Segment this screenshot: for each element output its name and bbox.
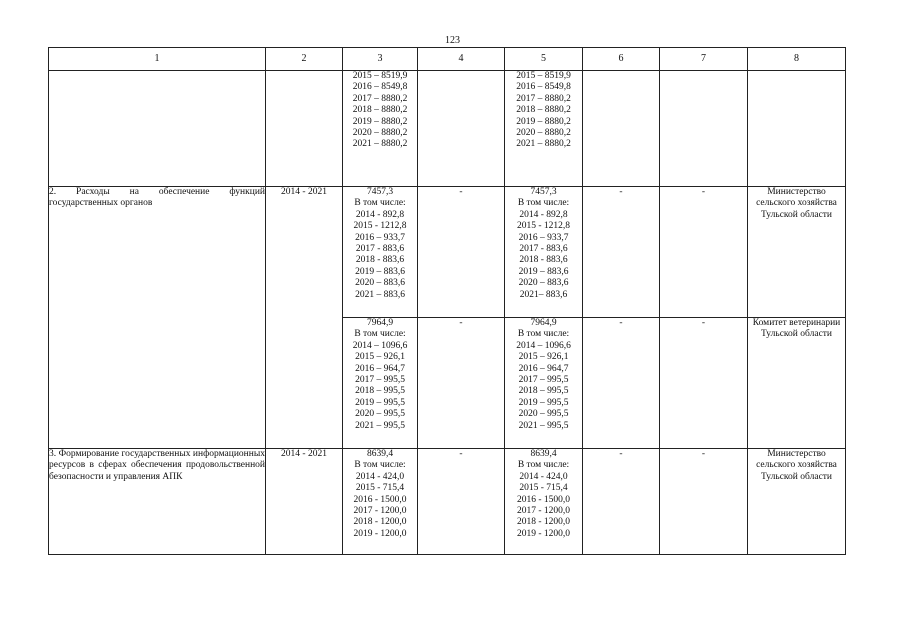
amount-line: В том числе: xyxy=(354,198,406,209)
federal-budget-cell xyxy=(418,71,505,187)
executor-cell: Комитет ветеринарии Тульской области xyxy=(748,318,846,449)
funding-total-cell xyxy=(343,449,418,555)
executor-cell: Министерство сельского хозяйства Тульской области xyxy=(748,187,846,318)
funding-total-cell xyxy=(343,71,418,187)
amount-line: 2016 - 1500,0 xyxy=(353,494,407,505)
amount-line: 2019 – 8880,2 xyxy=(516,116,571,127)
amount-line: 2021– 883,6 xyxy=(519,289,568,300)
amount-line: 2016 – 933,7 xyxy=(355,232,405,243)
amount-line: 2020 – 8880,2 xyxy=(352,128,408,139)
table-row xyxy=(49,187,846,318)
federal-budget-cell: - xyxy=(418,318,505,449)
amount-line: 2018 – 995,5 xyxy=(518,386,569,397)
amount-line: В том числе: xyxy=(354,329,406,340)
header-col-4: 4 xyxy=(418,48,505,71)
amount-line: 2015 - 1212,8 xyxy=(353,221,407,232)
amount-line: 2017 - 883,6 xyxy=(519,244,568,255)
amount-line: 2017 - 1200,0 xyxy=(353,506,407,517)
amount-line: 2018 – 8880,2 xyxy=(516,105,571,116)
amount-line: 2015 - 715,4 xyxy=(519,483,568,494)
amount-line: 7457,3 xyxy=(530,187,557,197)
amount-line: 2018 - 883,6 xyxy=(519,255,568,266)
amount-line: 2019 – 995,5 xyxy=(518,397,569,408)
amount-line: 2021 – 8880,2 xyxy=(352,139,408,150)
amount-line: В том числе: xyxy=(517,460,570,471)
amount-line: 2019 – 995,5 xyxy=(355,397,405,408)
measure-name-cell: 3. Формирование государственных информационных ресурсов в сферах обеспечения продовольственной безопасности и управления АПК xyxy=(49,449,266,555)
executor-cell xyxy=(748,71,846,187)
amount-line: 2016 – 964,7 xyxy=(518,363,569,374)
header-col-3: 3 xyxy=(343,48,418,71)
amount-line: 2016 – 964,7 xyxy=(355,363,405,374)
amount-line: 2019 – 883,6 xyxy=(355,266,405,277)
amount-line: 2015 – 8519,9 xyxy=(352,71,408,81)
header-col-5: 5 xyxy=(505,48,583,71)
amount-line: 2017 - 883,6 xyxy=(355,244,405,255)
page-number: 123 xyxy=(445,35,460,46)
table-row xyxy=(49,449,846,555)
amount-line: 2016 – 8549,8 xyxy=(516,82,571,93)
amount-line: 2020 – 995,5 xyxy=(355,409,405,420)
amount-line: 2016 – 8549,8 xyxy=(352,82,408,93)
header-col-8: 8 xyxy=(748,48,846,71)
amount-line: 2017 - 1200,0 xyxy=(516,506,571,517)
amount-line: 2014 - 892,8 xyxy=(519,209,568,220)
regional-budget-cell xyxy=(505,187,583,318)
extrabudgetary-cell xyxy=(660,71,748,187)
extrabudgetary-cell: - xyxy=(660,449,748,555)
header-col-6: 6 xyxy=(583,48,660,71)
header-col-7: 7 xyxy=(660,48,748,71)
amount-line: 2017 – 995,5 xyxy=(518,375,569,386)
amount-line: 2017 – 8880,2 xyxy=(352,93,408,104)
amount-line: В том числе: xyxy=(517,329,570,340)
funding-total-cell xyxy=(343,318,418,449)
amount-line: 2020 – 995,5 xyxy=(518,409,569,420)
budget-table xyxy=(48,47,846,555)
amount-line: 2014 – 1096,6 xyxy=(516,340,571,351)
amount-line: 2021 – 8880,2 xyxy=(516,139,571,150)
amount-line: 2016 - 1500,0 xyxy=(516,494,571,505)
period-cell xyxy=(266,71,343,187)
amount-line: 2018 – 8880,2 xyxy=(352,105,408,116)
period-cell: 2014 - 2021 xyxy=(266,449,343,555)
amount-line: 8639,4 xyxy=(366,449,394,459)
amount-line: 7964,9 xyxy=(366,318,394,328)
amount-line: 2014 - 892,8 xyxy=(355,209,405,220)
amount-line: В том числе: xyxy=(517,198,570,209)
amount-line: 2021 – 883,6 xyxy=(355,289,405,300)
amount-line: В том числе: xyxy=(354,460,406,471)
amount-line: 2021 – 995,5 xyxy=(355,420,405,431)
amount-line: 2020 – 8880,2 xyxy=(516,128,571,139)
amount-line: 2018 - 1200,0 xyxy=(516,517,571,528)
amount-line: 2018 - 883,6 xyxy=(355,255,405,266)
extrabudgetary-cell: - xyxy=(660,318,748,449)
amount-line: 2015 - 715,4 xyxy=(355,483,405,494)
amount-line: 2017 – 995,5 xyxy=(355,375,405,386)
amount-line: 2020 – 883,6 xyxy=(518,278,569,289)
header-col-1: 1 xyxy=(49,48,266,71)
amount-line: 2015 – 926,1 xyxy=(518,352,569,363)
amount-line: 2019 - 1200,0 xyxy=(516,528,571,539)
amount-line: 2018 – 995,5 xyxy=(355,386,405,397)
local-budget-cell: - xyxy=(583,318,660,449)
extrabudgetary-cell: - xyxy=(660,187,748,318)
amount-line: 2014 - 424,0 xyxy=(355,471,405,482)
amount-line: 2016 – 933,7 xyxy=(518,232,569,243)
amount-line: 2018 - 1200,0 xyxy=(353,517,407,528)
regional-budget-cell xyxy=(505,71,583,187)
amount-line: 7457,3 xyxy=(366,187,394,197)
amount-line: 2015 – 8519,9 xyxy=(516,71,571,81)
regional-budget-cell xyxy=(505,318,583,449)
measure-name-cell xyxy=(49,71,266,187)
header-row xyxy=(49,48,846,71)
header-col-2: 2 xyxy=(266,48,343,71)
amount-line: 7964,9 xyxy=(530,318,557,328)
funding-total-cell xyxy=(343,187,418,318)
amount-line: 2019 – 883,6 xyxy=(518,266,569,277)
federal-budget-cell: - xyxy=(418,449,505,555)
amount-line: 2019 - 1200,0 xyxy=(353,528,407,539)
amount-line: 2019 – 8880,2 xyxy=(352,116,408,127)
amount-line: 2017 – 8880,2 xyxy=(516,93,571,104)
federal-budget-cell: - xyxy=(418,187,505,318)
measure-name-cell: 2. Расходы на обеспечение функций государственных органов xyxy=(49,187,266,449)
amount-line: 2020 – 883,6 xyxy=(355,278,405,289)
amount-line: 2015 – 926,1 xyxy=(355,352,405,363)
amount-line: 2015 - 1212,8 xyxy=(516,221,571,232)
amount-line: 2014 – 1096,6 xyxy=(352,340,408,351)
table-row xyxy=(49,71,846,187)
amount-line: 8639,4 xyxy=(530,449,557,459)
period-cell: 2014 - 2021 xyxy=(266,187,343,449)
amount-line: 2014 - 424,0 xyxy=(519,471,568,482)
regional-budget-cell xyxy=(505,449,583,555)
local-budget-cell xyxy=(583,71,660,187)
amount-line: 2021 – 995,5 xyxy=(518,420,569,431)
executor-cell: Министерство сельского хозяйства Тульской области xyxy=(748,449,846,555)
local-budget-cell: - xyxy=(583,187,660,318)
local-budget-cell: - xyxy=(583,449,660,555)
